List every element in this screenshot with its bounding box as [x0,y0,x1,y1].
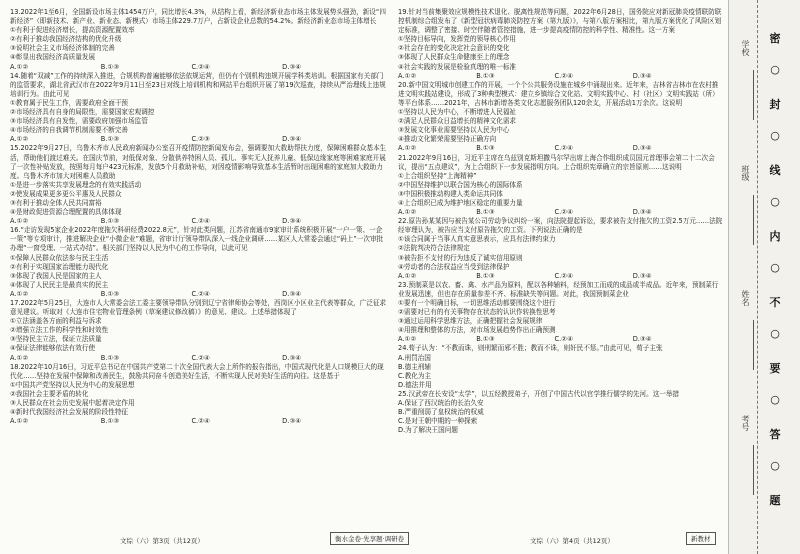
question-stem: 25.汉武帝在长安设“太学”，以五经教授弟子，开创了中国古代以官学推行儒学的先河。这一举措 [398,389,680,398]
answer-choice: D.③④ [282,289,302,298]
answer-choices [398,144,724,153]
binding-field-blank [733,195,754,245]
answer-choice: C.②④ [554,271,573,280]
answer-choice: A.①② [398,71,417,80]
question [398,390,724,435]
question-option: ④推动文化繁荣需要坚持正确方向 [398,135,497,144]
question-stem: 22.原告孙某某因与被告某公司劳动争议纠纷一案，向法院提起诉讼，要求被告支付拖欠的工资2.5万元……法院经审理认为，被告应当支付原告拖欠的工资。下列说法正确的是 [398,217,723,235]
binding-field-label: 姓名 [741,290,750,306]
question-option: ④新时代我国经济社会发展的阶段性特征 [10,408,129,417]
binding-field-label: 考号 [741,415,750,431]
left-column [10,8,388,524]
answer-choices [10,354,388,363]
question-option: D.德法并用 [398,380,432,389]
answer-choice: A.①② [398,271,417,280]
question-option: ②有利于推动我国经济结构的优化升级 [10,35,122,44]
answer-choices [10,217,388,226]
question [398,81,724,154]
question-option: ③坚持民主立法，保证立法质量 [10,335,102,344]
question-option: ③通过运用科学思维方法，正确把握社会发展规律 [398,317,543,326]
answer-choice: B.①③ [100,135,120,144]
answer-choice: B.①③ [476,335,495,344]
seal-mark: ○ [770,393,780,406]
answer-choice: C.②④ [554,208,573,217]
question-option: ②有利于实现国家治理能力现代化 [10,262,109,271]
question-stem: 20.新中国文明城市创建工作的开展，一个个公共服务设施在城乡中涌现出来。近年来，吉林省吉林市在农村推进文明实践站建设，形成了3种典型模式：建立乡镇综合文化站、文明实践中心、村（社区）文明实践站（所）等平台体系……2021年，吉林市新增各类文化志愿服务团队120余支，开展活动1万余次。这说明 [398,80,719,107]
answer-choices [10,63,388,72]
question-option: ②法院判决符合法律规定 [398,244,470,253]
answer-choice: C.②④ [191,417,210,426]
answer-choice: A.①② [10,135,29,144]
question-option: ①坚持目标导向，发挥党的领导核心作用 [398,35,517,44]
question-option: ④上合组织已成为维护地区稳定的重要力量 [398,198,523,207]
answer-choice: C.②④ [191,289,210,298]
question-option: ②需要对已有的有关事物存在状态的认识作转换性思考 [398,308,556,317]
answer-choice: C.②④ [554,144,573,153]
seal-line [757,0,758,554]
right-page-number: 文综（六）第4页（共12页） [530,537,614,545]
binding-field-blank [733,320,754,370]
question [10,144,388,226]
answer-choice: A.①② [10,62,29,71]
question-option: ③市场经济具有自发性，需要政府加强市场监管 [10,117,148,126]
question-option: D.为了解决王国问题 [398,426,458,435]
answer-choice: C.②④ [191,353,210,362]
seal-mark: 线 [769,164,781,177]
seal-mark: ○ [770,261,780,274]
answer-choice: B.①③ [100,353,120,362]
question-option: B.严重削弱了皇权统治的权威 [398,408,484,417]
question-option: ①立法涵盖各方面的利益与诉求 [10,317,102,326]
binding-field-label: 班级 [741,165,750,181]
question-option: ④彰显出我国经济高质量发展 [10,53,96,62]
seal-mark: ○ [770,63,780,76]
answer-choices [398,272,724,281]
question-stem: 17.2022年5月25日，大连市人大常委会法工委主要领导带队分别到辽宁省律师协会等处，西岗区小区业主代表等群众，广泛征求意见建议。听取对《大连市住宅物业管理条例（草案建议修改稿）》的意见、建议。上述举措体现了 [10,299,387,317]
question-option: ①坚持以人民为中心，不断增进人民福祉 [398,108,517,117]
question-option: ④是财政促进资源合理配置的具体体现 [10,208,122,217]
seal-mark: 内 [769,230,781,243]
answer-choice: B.①③ [476,271,495,280]
question-option: ④用推理和整体的方法，对市场发展趋势作出正确预测 [398,326,556,335]
question-stem: 15.2022年9月27日，乌鲁木齐市人民政府新闻办公室召开疫情防控新闻发布会，强调要加大救助帮扶力度，保障困难群众基本生活，帮助他们渡过难关。在国庆节前，对低保对象、分散供养特困人员、孤儿、事实无人抚养儿童、低保边缘家庭等困难家庭开展了一次性补贴发放，按照每月每户423元标准，发放5个月救助补贴，对因疫情影响导致基本生活暂时出现困难的家庭加大救助力度。乌鲁木齐市加大对困难人员救助 [10,144,387,180]
seal-mark: 密 [769,32,781,45]
question-option: ③被告拒不支付的行为违反了诚实信用原则 [398,253,523,262]
question-option: ③人民群众在社会历史发展中起着决定作用 [10,399,135,408]
answer-choice: B.①③ [100,417,120,426]
question-option: ①该合同属于当事人真实意思表示，应具有法律约束力 [398,235,556,244]
question-option: ③有利于推动全体人民共同富裕 [10,198,102,207]
seal-mark: ○ [770,459,780,472]
question-stem: 13.2022年1至6月，全国新设市场主体1454万户，同比增长4.3%，从结构上看，新经济新业态市场主体发展势头强劲，新设“四新经济”（即新技术、新产业、新业态、新模式）市场主体229.7万户，占新设企业总数的54.2%。新经济新业态市场主体增长 [10,8,386,26]
question [10,363,388,427]
question-option: ②增强立法工作的科学性和时效性 [10,326,109,335]
answer-choice: A.①② [10,217,29,226]
question-option: ④市场经济的自我调节机制需要不断完善 [10,126,129,135]
answer-choice: A.①② [10,417,29,426]
seal-mark: ○ [770,195,780,208]
edition-badge: 新教材 [686,532,716,545]
question [10,72,388,145]
answer-choice: B.①③ [100,62,120,71]
question-option: ③体现了人民群众生命健康至上的理念 [398,53,510,62]
question-stem: 14.随着“双减”工作的持续深入推进，合规机构普遍能够依法依规运营，但仍有个别机构违规开展学科类培训。根据国家有关部门的监管要求，湖北省武汉市在2022年9月11日至23日对线上培训机构和网站平台组织开展了第19次巡查，持续从严治理线上违规培训行为。由此可见 [10,71,386,98]
question-option: ①是进一步落实共享发展理念的有效实践活动 [10,180,142,189]
question-option: ③中国积极推动构建人类命运共同体 [398,189,503,198]
question [398,344,724,389]
question-stem: 24.荀子认为：“不教而诛，则刑繁而邪不胜；教而不诛，则奸民不惩。”由此可见，荀子主张 [398,344,663,353]
question-option: C.教化为主 [398,371,432,380]
question-option: ②社会存在的变化决定社会意识的变化 [398,44,510,53]
question-option: A.刑罚治国 [398,353,431,362]
question [398,217,724,281]
answer-choice: D.③④ [632,144,652,153]
answer-choice: A.①② [398,208,417,217]
binding-field-blank [733,70,754,120]
question-option: ①教育属于民生工作，需要政府全面干预 [10,98,129,107]
answer-choices [398,72,724,81]
answer-choice: A.①② [10,289,29,298]
question [398,281,724,345]
answer-choice: C.②④ [191,217,210,226]
question-option: B.德主刑辅 [398,362,431,371]
question-stem: 19.针对当前集聚效应规模性技术退化、脱离性规范等问题，2022年6月28日，国务院应对新冠肺炎疫情联防联控机制综合组发布了《新型冠状病毒肺炎防控方案（第九版）》，与第八版方案相比，第九版方案优化了风险区划定标准，调整了密接、时空伴随者管控措施，进一步提高疫情防控的科学性、精准性。这一方案 [398,8,722,35]
question-option: ④社会实践的发展是检验真理的唯一标准 [398,62,517,71]
brand-label: 衡水金卷·先享题·调研卷 [330,532,409,545]
answer-choices [10,417,388,426]
question-option: ②市场经济具有自身的局限性，需要国家宏观调控 [10,108,155,117]
answer-choice: D.③④ [282,135,302,144]
seal-mark: 封 [769,98,781,111]
question-option: ④劳动者的合法权益应当受到法律保护 [398,262,510,271]
answer-choices [398,208,724,217]
question-option: ②我国社会主要矛盾的转化 [10,389,89,398]
answer-choice: A.①② [10,353,29,362]
seal-mark: 答 [769,428,781,441]
seal-mark: ○ [770,327,780,340]
answer-choice: B.①③ [476,144,495,153]
binding-field-label: 学校 [741,40,750,56]
answer-choice: A.①② [398,335,417,344]
answer-choice: D.③④ [282,417,302,426]
question-option: ①保障人民群众依法参与民主生活 [10,253,109,262]
question-option: ④保证法律能够依法有效行使 [10,344,96,353]
answer-choice: D.③④ [282,62,302,71]
question-option: C.是对王朝中期的一种探索 [398,417,478,426]
answer-choice: B.①③ [100,289,120,298]
question-option: ①有利于促进经济增长，提高资源配置效率 [10,26,135,35]
answer-choice: C.②④ [554,335,573,344]
answer-choice: D.③④ [632,271,652,280]
binding-field-blank [733,445,754,495]
answer-choice: C.②④ [191,62,210,71]
binding-margin [728,0,800,554]
question [10,299,388,363]
question-option: ①要有一个明确目标，一切思维活动都要围绕这个进行 [398,299,556,307]
answer-choice: C.②③ [191,135,210,144]
question-option: ③体现了我国人民是国家的主人 [10,271,102,280]
question-option: A.保证了西汉统治的长治久安 [398,399,484,408]
answer-choices [10,290,388,299]
question-option: ②中国坚持维护以联合国为核心的国际体系 [398,180,523,189]
seal-mark: 要 [769,362,781,375]
question-stem: 16.“走访发现5家企业2022年度拖欠科研经费2022.8元”，针对此类问题，江苏省南通市9家审计系统积极开展“一户一策、一企一策”等专项审计，推进解决企业“小微企业”难题，省审计厅领导带队深入一线企业调研……某区人大常委会通过“码上”一次审批办理“一窗受理、一站式办结”。相关部门坚持以人民为中心的工作导向，以此可见 [10,226,384,253]
question-option: ①上合组织坚持“上海精神” [398,171,477,180]
answer-choice: D.③④ [632,208,652,217]
question [10,8,388,72]
question-stem: 23.预制菜是以农、畜、禽、水产品为原料，配以各种辅料，经预加工而成的成品或半成品。近年来，预制菜行业发展迅速，但也存在质量参差不齐、标准缺失等问题。对此，我国预制菜企业 [398,280,719,298]
question-option: ③说明社会主义市场经济体制的完善 [10,44,115,53]
right-column [398,8,724,524]
question-option: ②使发展成果更多更公平惠及人民群众 [10,189,122,198]
question [10,226,388,299]
question [398,8,724,81]
question-option: ④体现了人民民主是最真实的民主 [10,280,109,289]
question-stem: 18.2022年10月16日，习近平总书记在中国共产党第二十次全国代表大会上所作的报告指出，中国式现代化是人口规模巨大的现代化……坚持在发展中保障和改善民生，鼓励共同奋斗创造美好生活，不断实现人民对美好生活的向往。这是基于 [10,362,384,380]
question-stem: 21.2022年9月16日，习近平主席在乌兹别克斯坦撒马尔罕出席上海合作组织成员国元首理事会第二十二次会议，提出“五点建议”，为上合组织下一步发展指明方向。上合组织宪章确立的宗旨原则……这说明 [398,153,715,171]
answer-choice: C.②④ [554,71,573,80]
left-page-number: 文综（六）第3页（共12页） [120,537,204,545]
answer-choice: A.①② [398,144,417,153]
question-option: ②满足人民群众日益增长的精神文化需求 [398,117,517,126]
answer-choice: B.①③ [476,71,495,80]
seal-mark: ○ [770,129,780,142]
question-option: ①中国共产党坚持以人民为中心的发展思想 [10,380,135,389]
answer-choice: D.③④ [632,71,652,80]
answer-choice: B.①③ [100,217,120,226]
answer-choice: B.①③ [476,208,495,217]
seal-mark: 不 [769,296,781,309]
answer-choice: D.③④ [282,217,302,226]
seal-mark: 题 [769,494,781,507]
answer-choice: D.③④ [632,335,652,344]
answer-choice: D.③④ [282,353,302,362]
question [398,154,724,218]
question-option: ③发展文化事业需要坚持以人民为中心 [398,126,510,135]
